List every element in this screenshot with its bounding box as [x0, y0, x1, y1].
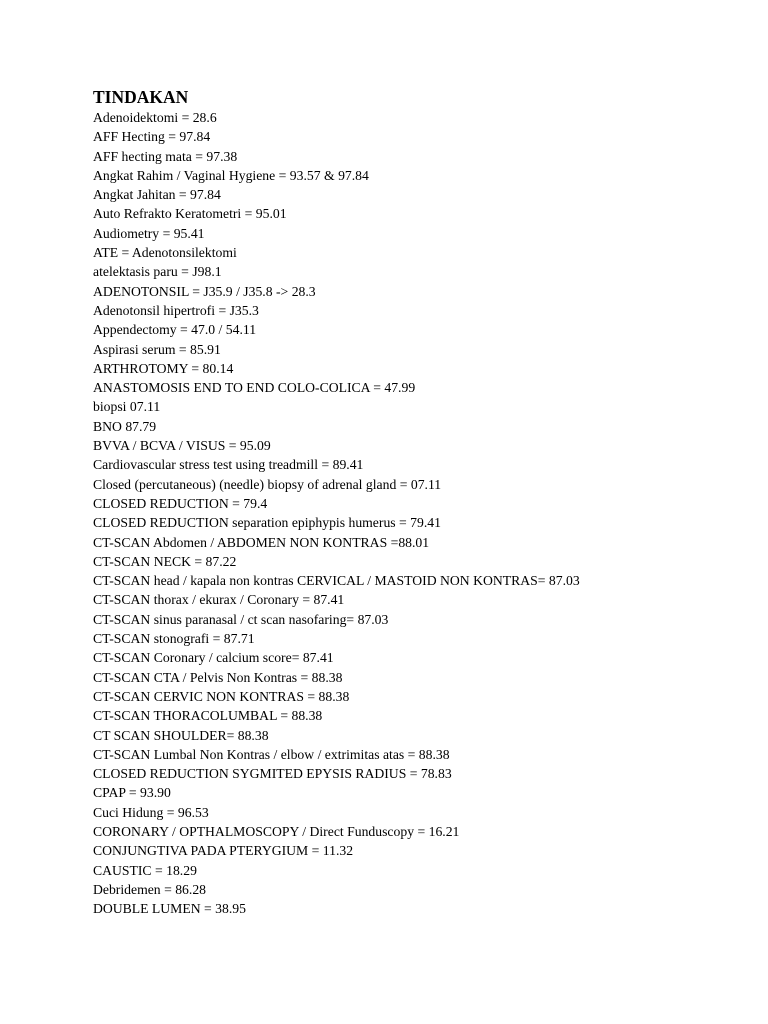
- procedure-entry: CT-SCAN head / kapala non kontras CERVICAL / MASTOID NON KONTRAS= 87.03: [93, 573, 580, 589]
- procedure-entry: CT-SCAN Abdomen / ABDOMEN NON KONTRAS =88.01: [93, 534, 430, 550]
- procedure-entry: CT-SCAN Coronary / calcium score= 87.41: [93, 650, 334, 666]
- procedure-entry: Angkat Rahim / Vaginal Hygiene = 93.57 & 97.84: [93, 167, 369, 183]
- procedure-entry: Adenotonsil hipertrofi = J35.3: [93, 302, 259, 318]
- procedure-entry: CT-SCAN stonografi = 87.71: [93, 631, 255, 647]
- procedure-entry: CT-SCAN thorax / ekurax / Coronary = 87.41: [93, 592, 345, 608]
- procedure-list: [93, 108, 753, 918]
- procedure-entry: CT-SCAN CERVIC NON KONTRAS = 88.38: [93, 688, 350, 704]
- procedure-entry: atelektasis paru = J98.1: [93, 264, 222, 280]
- procedure-entry: CT-SCAN NECK = 87.22: [93, 553, 237, 569]
- procedure-entry: BNO 87.79: [93, 418, 157, 434]
- procedure-entry: ADENOTONSIL = J35.9 / J35.8 -> 28.3: [93, 283, 316, 299]
- procedure-entry: AFF Hecting = 97.84: [93, 129, 211, 145]
- procedure-entry: CORONARY / OPTHALMOSCOPY / Direct Funduscopy = 16.21: [93, 823, 460, 839]
- procedure-entry: CONJUNGTIVA PADA PTERYGIUM = 11.32: [93, 843, 354, 859]
- procedure-entry: Debridemen = 86.28: [93, 881, 207, 897]
- procedure-entry: ANASTOMOSIS END TO END COLO-COLICA = 47.99: [93, 380, 416, 396]
- procedure-entry: Appendectomy = 47.0 / 54.11: [93, 322, 257, 338]
- procedure-entry: AFF hecting mata = 97.38: [93, 148, 238, 164]
- procedure-entry: CAUSTIC = 18.29: [93, 862, 197, 878]
- procedure-entry: CLOSED REDUCTION separation epiphypis humerus = 79.41: [93, 515, 441, 531]
- procedure-entry: Closed (percutaneous) (needle) biopsy of adrenal gland = 07.11: [93, 476, 442, 492]
- procedure-entry: CT-SCAN sinus paranasal / ct scan nasofaring= 87.03: [93, 611, 389, 627]
- procedure-entry: CLOSED REDUCTION = 79.4: [93, 495, 268, 511]
- procedure-entry: biopsi 07.11: [93, 399, 161, 415]
- procedure-entry: Auto Refrakto Keratometri = 95.01: [93, 206, 287, 222]
- procedure-entry: CT SCAN SHOULDER= 88.38: [93, 727, 269, 743]
- document-heading: TINDAKAN: [93, 87, 189, 107]
- procedure-entry: Aspirasi serum = 85.91: [93, 341, 221, 357]
- procedure-entry: CLOSED REDUCTION SYGMITED EPYSIS RADIUS = 78.83: [93, 766, 452, 782]
- procedure-entry: DOUBLE LUMEN = 38.95: [93, 901, 246, 917]
- procedure-entry: BVVA / BCVA / VISUS = 95.09: [93, 438, 271, 454]
- procedure-entry: Angkat Jahitan = 97.84: [93, 187, 221, 203]
- procedure-entry: Cardiovascular stress test using treadmill = 89.41: [93, 457, 364, 473]
- procedure-entry: CT-SCAN Lumbal Non Kontras / elbow / extrimitas atas = 88.38: [93, 746, 450, 762]
- procedure-entry: ARTHROTOMY = 80.14: [93, 360, 234, 376]
- procedure-entry: CT-SCAN CTA / Pelvis Non Kontras = 88.38: [93, 669, 343, 685]
- procedure-entry: Cuci Hidung = 96.53: [93, 804, 209, 820]
- procedure-entry: CPAP = 93.90: [93, 785, 171, 801]
- procedure-entry: ATE = Adenotonsilektomi: [93, 245, 237, 261]
- procedure-entry: CT-SCAN THORACOLUMBAL = 88.38: [93, 708, 323, 724]
- procedure-entry: Adenoidektomi = 28.6: [93, 110, 217, 125]
- procedure-entry: Audiometry = 95.41: [93, 225, 205, 241]
- document-page: [93, 87, 753, 918]
